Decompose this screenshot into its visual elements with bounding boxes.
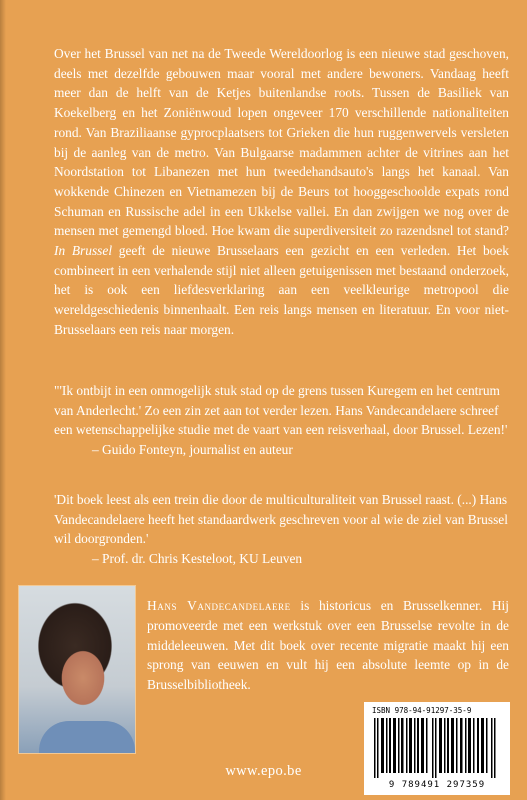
author-bio	[147, 596, 509, 695]
author-photo	[18, 585, 136, 754]
review-quote	[54, 381, 509, 460]
author-shirt	[39, 721, 135, 753]
back-cover-blurb	[54, 44, 509, 340]
isbn-barcode	[364, 702, 510, 795]
quote-attribution: – Prof. dr. Chris Kesteloot, KU Leuven	[92, 551, 303, 567]
blurb-paragraph-end: geeft de nieuwe Brusselaars een gezicht en een verleden. Het boek combineert in een verhalende stijl niet alleen getuigenissen met bestaand onderzoek, het is ook een liefdesverklaring aan een veelkleurige metropool die wereldgeschiedenis binnenhaalt. Een reis langs mensen en literatuur. En voor niet-Brusselaars een reis naar morgen.	[54, 243, 509, 337]
quote-text: "'Ik ontbijt in een onmogelijk stuk stad op de grens tussen Kuregem en het centrum van Anderlecht.' Zo een zin zet aan tot verder lezen. Hans Vandecandelaere schreef een wetenschappelijke studie met de vaart van een reisverhaal, door Brussel. Lezen!'	[54, 383, 508, 438]
author-bio-text: is historicus en Brusselkenner. Hij promoveerde met een werkstuk over een Brusselse revolte in de middeleeuwen. Met dit boek over recente migratie maakt hij een sprong van eeuwen en vult hij een absolute leemte op in de Brusselbibliotheek.	[147, 598, 509, 693]
publisher-website[interactable]: www.epo.be	[225, 763, 302, 779]
isbn-label: ISBN 978-94-91297-35-9	[372, 706, 472, 715]
blurb-paragraph: Over het Brussel van net na de Tweede Wereldoorlog is een nieuwe stad geschoven, deels met dezelfde gebouwen maar vooral met andere bewoners. Vandaag heeft meer dan de helft van de Ketjes buitenlandse roots. Tussen de Basiliek van Koekelberg en het Zoniënwoud lopen ongeveer 170 verschillende nationaliteiten rond. Van Braziliaanse gyprocplaatsers tot Grieken die hun ruggenwervels versleten bij de aanleg van de metro. Van Bulgaarse madammen achter de vitrines aan het Noordstation tot Libanezen met hun tweedehandsauto's langs het kanaal. Van wokkende Chinezen en Vietnamezen bij de Beurs tot hooggeschoolde expats rond Schuman en Russische adel in een Ukkelse vallei. En dan zwijgen we nog over de mensen met gemengd bloed. Hoe kwam die superdiversiteit zo razendsnel tot stand?	[54, 46, 509, 239]
quote-text: 'Dit boek leest als een trein die door de multiculturaliteit van Brussel raast. (...) Hans Vandecandelaere heeft het standaardwerk geschreven voor al wie de ziel van Brussel wil doorgronden.'	[54, 492, 508, 547]
cover-edge	[0, 0, 6, 800]
author-name: Hans Vandecandelaere	[147, 598, 291, 613]
barcode-digits: 9 789491 297359	[388, 780, 486, 790]
book-title: In Brussel	[54, 243, 113, 259]
review-quote	[54, 490, 509, 569]
quote-attribution: – Guido Fonteyn, journalist en auteur	[92, 442, 293, 458]
